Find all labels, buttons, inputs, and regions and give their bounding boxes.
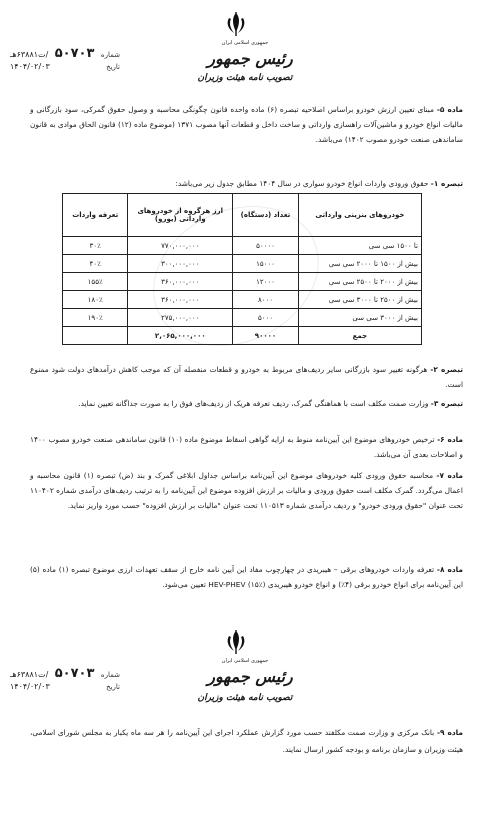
table-cell: ۵۰۰۰	[233, 309, 299, 327]
table-cell: بیش از ۲۵۰۰ تا ۳۰۰۰ سی سی	[298, 291, 421, 309]
article-6-heading: ماده ۶-	[437, 435, 463, 444]
table-cell: ۱۹۰٪	[63, 309, 128, 327]
table-cell: ۵۰۰۰۰	[233, 237, 299, 255]
table-cell: ۱۵۵٪	[63, 273, 128, 291]
article-6-text: ترخیص خودروهای موضوع این آیین‌نامه منوط به ارایه گواهی اسقاط موضوع ماده (۱۰) قانون ساماندهی صنعت خودرو مصوب ۱۴۰۰ و اصلاحات بعدی آن می‌باشد.	[30, 435, 463, 459]
article-9-heading: ماده ۹-	[436, 728, 463, 737]
republic-label: جمهوری اسلامی ایران	[221, 40, 269, 46]
table-cell: ۱۲۰۰۰	[233, 273, 299, 291]
cabinet-title: تصویب نامه هیئت وزیران	[197, 73, 293, 83]
table-total-row	[63, 327, 422, 345]
import-tariff-table	[62, 193, 422, 345]
article-9-text: بانک مرکزی و وزارت صمت مکلفند حسب مورد گزارش عملکرد اجرای این آیین‌نامه را هر سه ماه یکبار به مجلس شورای اسلامی، هیئت وزیران و سازمان برنامه و بودجه کشور ارسال نمایند.	[30, 728, 463, 754]
document-reference: /ت۶۳۸۸۱هـ	[10, 50, 49, 59]
number-label: شماره	[100, 671, 120, 679]
note-2-heading: تبصره ۲-	[430, 365, 463, 374]
table-cell: ۳۰٪	[63, 237, 128, 255]
table-cell: ۹۰۰۰۰	[233, 327, 299, 345]
table-row	[63, 237, 422, 255]
table-cell: ۲,۰۶۵,۰۰۰,۰۰۰	[128, 327, 233, 345]
document-date: ۱۴۰۴/۰۲/۰۳	[10, 62, 50, 71]
note-2-text: هرگونه تغییر سود بازرگانی سایر ردیف‌های مربوط به خودرو و قطعات منفصله آن که موجب کاهش درآمدهای دولت شود ممنوع است.	[30, 365, 463, 389]
document-reference: /ت۶۳۸۸۱هـ	[10, 670, 49, 679]
document-number: ۵۰۷۰۳	[54, 666, 95, 681]
table-cell: ۳۶۰,۰۰۰,۰۰۰	[128, 291, 233, 309]
note-3-text: وزارت صمت مکلف است با هماهنگی گمرک، ردیف تعرفه هریک از ردیف‌های فوق را به صورت جداگانه تعیین نماید.	[78, 399, 429, 408]
table-cell: ۸۰۰۰	[233, 291, 299, 309]
table-cell: بیش از ۱۵۰۰ تا ۲۰۰۰ سی سی	[298, 255, 421, 273]
president-title: رئیس جمهور	[207, 667, 293, 686]
iran-emblem-icon	[222, 628, 250, 656]
article-7-text: محاسبه حقوق ورودی کلیه خودروهای موضوع این آیین‌نامه براساس جداول ابلاغی گمرک و بند (ض) تبصره (۱) قانون محاسبه و اعمال می‌گردد. گمرک مکلف است حقوق ورودی و مالیات بر ارزش افزوده موضوع این آیین‌نامه را به ترتیب ردیف‌های درآمدی شماره ۱۱۰۴۰۲ تحت عنوان "حقوق ورودی خودرو" و ردیف درآمدی شماره ۱۱۰۵۱۳ تحت عنوان "مالیات بر ارزش افزوده" حسب مورد واریز نماید.	[30, 471, 463, 510]
note-1	[30, 176, 463, 191]
note-1-text: حقوق ورودی واردات انواع خودرو سواری در سال ۱۴۰۴ مطابق جدول زیر می‌باشد:	[175, 179, 429, 188]
cabinet-title: تصویب نامه هیئت وزیران	[197, 693, 293, 703]
article-5	[30, 102, 463, 147]
document-meta	[10, 48, 120, 73]
document-meta	[10, 668, 120, 693]
table-row	[63, 255, 422, 273]
header-tariff: تعرفه واردات	[63, 194, 128, 237]
article-7-heading: ماده ۷-	[436, 471, 463, 480]
header-vehicle-class: خودروهای بنزینی وارداتی	[298, 194, 421, 237]
table-cell: ۲۷۵,۰۰۰,۰۰۰	[128, 309, 233, 327]
table-row	[63, 291, 422, 309]
article-8	[30, 562, 463, 592]
republic-label: جمهوری اسلامی ایران	[221, 658, 269, 664]
article-8-heading: ماده ۸-	[436, 565, 463, 574]
article-5-heading: ماده ۵-	[436, 105, 463, 114]
iran-emblem-icon	[222, 10, 250, 38]
table-cell: تا ۱۵۰۰ سی سی	[298, 237, 421, 255]
note-3-heading: تبصره ۳-	[430, 399, 463, 408]
header-currency: ارز هرگروه از خودروهای وارداتی (یورو)	[128, 194, 233, 237]
table-cell: ۴۰٪	[63, 255, 128, 273]
table-header-row	[63, 194, 422, 237]
header-quantity: تعداد (دستگاه)	[233, 194, 299, 237]
table-cell: ۳۶۰,۰۰۰,۰۰۰	[128, 273, 233, 291]
table-cell	[63, 327, 128, 345]
table-row	[63, 309, 422, 327]
table-cell: بیش از ۳۰۰۰ سی سی	[298, 309, 421, 327]
note-3	[30, 396, 463, 411]
table-cell: جمع	[298, 327, 421, 345]
document-number: ۵۰۷۰۳	[54, 46, 95, 61]
table-cell: ۱۸۰٪	[63, 291, 128, 309]
table-cell: ۳۰۰,۰۰۰,۰۰۰	[128, 255, 233, 273]
date-label: تاریخ	[106, 683, 120, 691]
table-cell: ۱۵۰۰۰	[233, 255, 299, 273]
note-2	[30, 362, 463, 392]
document-date: ۱۴۰۴/۰۲/۰۳	[10, 682, 50, 691]
number-label: شماره	[100, 51, 120, 59]
article-5-text: مبنای تعیین ارزش خودرو براساس اصلاحیه تبصره (۶) ماده واحده قانون چگونگی محاسبه و وصول حقوق گمرکی، سود بازرگانی و مالیات انواع خودرو و ماشین‌آلات راهسازی وارداتی و ساخت داخل و قطعات آنها مصوب ۱۳۷۱ (موضوع ماده (۱۲) قانون الحاق موادی به قانون ساماندهی صنعت خودرو مصوب ۱۴۰۲) می‌باشد.	[30, 105, 463, 144]
president-title: رئیس جمهور	[207, 49, 293, 68]
table-row	[63, 273, 422, 291]
article-7	[30, 468, 463, 513]
table-cell: ۷۷۰,۰۰۰,۰۰۰	[128, 237, 233, 255]
article-9	[30, 724, 463, 758]
document-page-2	[0, 620, 489, 821]
note-1-heading: تبصره ۱-	[430, 179, 463, 188]
table-cell: بیش از ۲۰۰۰ تا ۲۵۰۰ سی سی	[298, 273, 421, 291]
article-8-text: تعرفه واردات خودروهای برقی – هیبریدی در چهارچوب مفاد این آیین نامه خارج از سقف تعهدات ارزی موضوع تبصره (۱) ماده (۵) این آیین‌نامه برای انواع خودرو برقی (۴٪) و انواع خودرو هیبریدی HEV-PHEV (۱۵٪) تعیین می‌شود.	[30, 565, 463, 589]
article-6	[30, 432, 463, 462]
date-label: تاریخ	[106, 63, 120, 71]
